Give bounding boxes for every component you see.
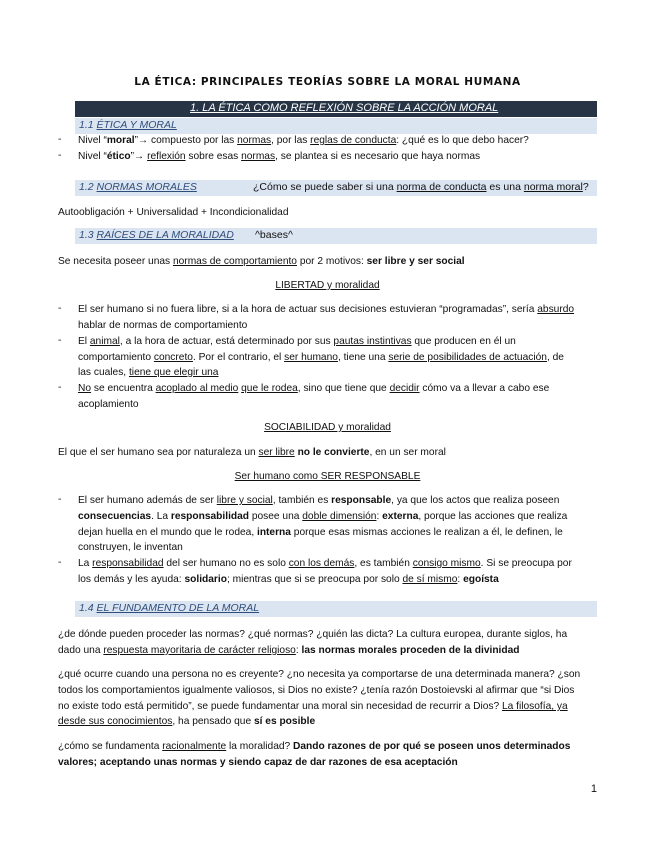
paragraph: todos los comportamientos igualmente valiosos, si Dios no existe? ¿tenía razón Dostoievski al afirmar que “si Dios — [58, 685, 575, 696]
subsection-1-2-header — [75, 180, 597, 196]
subsection-1-4-header — [75, 601, 597, 617]
page-number: 1 — [590, 783, 597, 795]
paragraph: ¿qué ocurre cuando una persona no es creyente? ¿no necesita ya comportarse de una determinada manera? ¿son — [58, 669, 581, 680]
subsection-1-4-title: 1.4 EL FUNDAMENTO DE LA MORAL — [79, 602, 260, 614]
paragraph: ¿de dónde pueden proceder las normas? ¿qué normas? ¿quién las dicta? La cultura europea, durante siglos, ha — [58, 629, 568, 640]
paragraph: Se necesita poseer unas normas de comportamiento por 2 motivos: ser libre y ser social — [58, 256, 465, 267]
list-item-continuation: acoplamiento — [78, 399, 139, 410]
list-item-continuation: comportamiento concreto. Por el contrario, el ser humano, tiene una serie de posibilidades de actuación, de — [78, 352, 564, 363]
subsection-1-3-note: ^bases^ — [255, 229, 293, 241]
bullet-dash: - — [58, 494, 62, 505]
list-item: La responsabilidad del ser humano no es solo con los demás, es también consigo mismo. Si se preocupa por — [78, 558, 572, 569]
paragraph: Autoobligación + Universalidad + Incondicionalidad — [58, 207, 289, 218]
list-item: Nivel “ético”→ reflexión sobre esas normas, se plantea si es necesario que haya normas — [78, 151, 481, 162]
list-item: El ser humano además de ser libre y social, también es responsable, ya que los actos que realiza poseen — [78, 495, 560, 506]
list-item: El animal, a la hora de actuar, está determinado por sus pautas instintivas que producen en él un — [78, 336, 516, 347]
paragraph: dado una respuesta mayoritaria de carácter religioso: las normas morales proceden de la divinidad — [58, 645, 520, 656]
subsection-1-1-header — [75, 118, 597, 134]
subsection-1-2-question: ¿Cómo se puede saber si una norma de conducta es una norma moral? — [253, 181, 589, 193]
bullet-dash: - — [58, 134, 62, 145]
list-item-continuation: consecuencias. La responsabilidad posee una doble dimensión: externa, porque las acciones que realiza — [78, 511, 568, 522]
list-item: Nivel “moral”→ compuesto por las normas, por las reglas de conducta: ¿qué es lo que debo hacer? — [78, 135, 529, 146]
paragraph: ¿cómo se fundamenta racionalmente la moralidad? Dando razones de por qué se poseen unos determinados — [58, 741, 571, 752]
subsection-1-3-header — [75, 228, 597, 244]
list-item-continuation: las cuales, tiene que elegir una — [78, 367, 219, 378]
list-item-continuation: construyen, le inventan — [78, 542, 183, 553]
paragraph: El que el ser humano sea por naturaleza un ser libre no le convierte, en un ser moral — [58, 447, 446, 458]
subsection-1-3-title: 1.3 RAÍCES DE LA MORALIDAD — [79, 229, 234, 241]
list-item: No se encuentra acoplado al medio que le rodea, sino que tiene que decidir cómo va a llevar a cabo ese — [78, 383, 550, 394]
bullet-dash: - — [58, 150, 62, 161]
bullet-dash: - — [58, 382, 62, 393]
heading-libertad: LIBERTAD y moralidad — [275, 280, 380, 291]
bullet-dash: - — [58, 335, 62, 346]
subsection-1-1-title-text: ÉTICA Y MORAL — [96, 119, 177, 131]
list-item: El ser humano si no fuera libre, si a la hora de actuar sus decisiones estuvieran “programadas”, sería absurdo — [78, 304, 575, 315]
section-1-header — [75, 101, 597, 117]
heading-responsable: Ser humano como SER RESPONSABLE — [234, 471, 421, 482]
bullet-dash: - — [58, 303, 62, 314]
section-1-title: 1. LA ÉTICA COMO REFLEXIÓN SOBRE LA ACCIÓN MORAL — [190, 102, 499, 114]
paragraph: no existe todo está permitido”, se puede fundamentar una moral sin necesidad de recurrir a Dios? La filosofía, ya — [58, 701, 568, 712]
bullet-dash: - — [58, 557, 62, 568]
paragraph: valores; aceptando unas normas y siendo capaz de dar razones de esa aceptación — [58, 757, 458, 768]
paragraph: desde sus conocimientos, ha pensado que sí es posible — [58, 716, 316, 727]
list-item-continuation: hablar de normas de comportamiento — [78, 320, 248, 331]
list-item-continuation: los demás y les ayuda: solidario; mientras que si se preocupa por solo de sí mismo: egoísta — [78, 574, 499, 585]
heading-sociabilidad: SOCIABILIDAD y moralidad — [264, 422, 391, 433]
document-title: LA ÉTICA: PRINCIPALES TEORÍAS SOBRE LA MORAL HUMANA — [134, 76, 521, 88]
list-item-continuation: dejan huella en el mundo que le rodea, interna porque esas mismas acciones le realizan a él, le definen, le — [78, 527, 563, 538]
subsection-1-2-title: 1.2 NORMAS MORALES — [79, 181, 197, 193]
subsection-1-1-title: 1.1 ÉTICA Y MORAL — [79, 119, 177, 131]
